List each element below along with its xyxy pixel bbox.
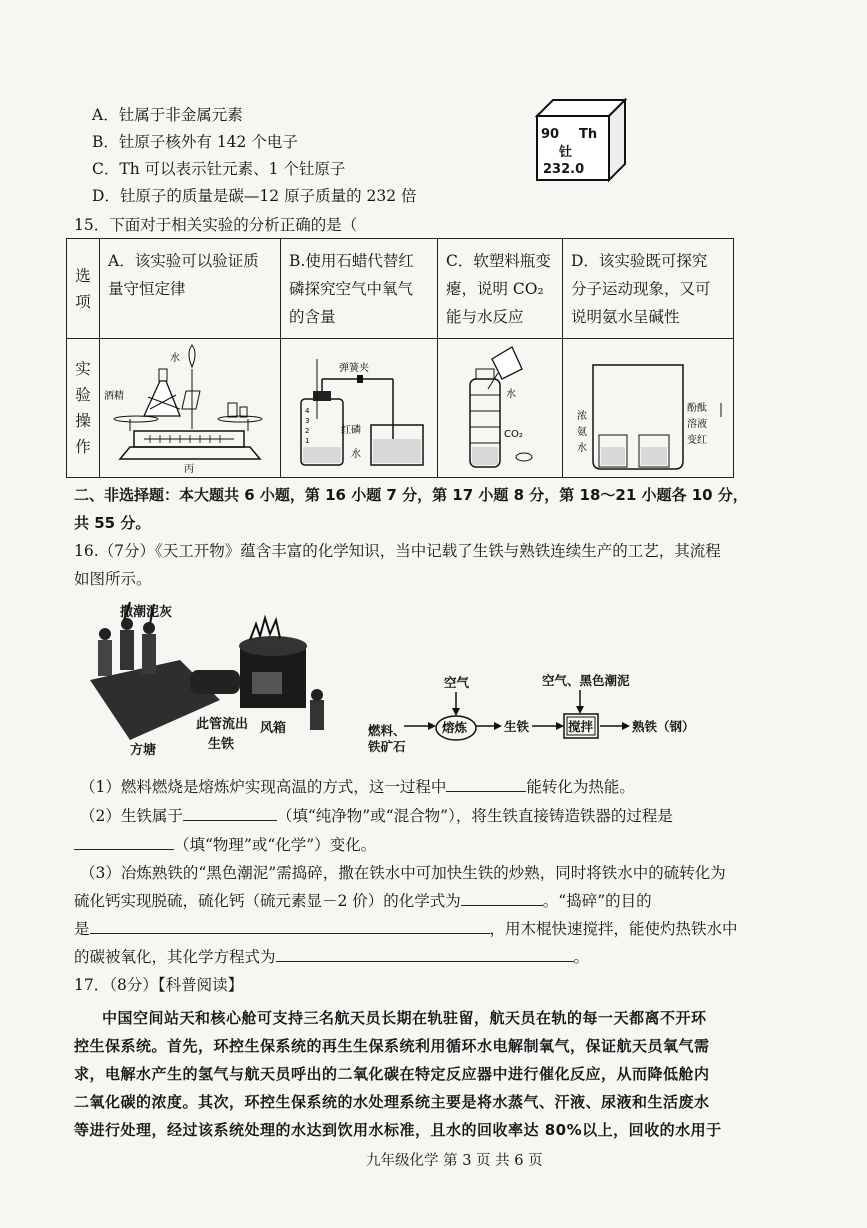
flow-air: 空气: [444, 675, 470, 690]
label-water-c: 水: [506, 389, 516, 400]
label-pig-iron-pic: 生铁: [208, 737, 235, 752]
flow-air-mud: 空气、黑色潮泥: [542, 673, 630, 688]
label-bing: 丙: [184, 464, 194, 475]
label-pipe-out: 此管流出: [196, 717, 249, 732]
label-co2: CO₂: [504, 429, 523, 440]
flow-smelting: 熔炼: [442, 720, 468, 735]
atomic-mass: 232.0: [543, 162, 585, 177]
q14-option-c: C．Th 可以表示钍元素、1 个钍原子: [92, 160, 346, 178]
answer-blank-5[interactable]: [90, 919, 490, 934]
q14-option-b: B．钍原子核外有 142 个电子: [92, 133, 298, 151]
diagram-c-soft-bottle: [438, 339, 563, 478]
q17-paragraph-line2: 控生保系统。首先，环控生保系统的再生生保系统利用循环水电解制氧气，保证航天员氧气需: [74, 1037, 710, 1055]
option-a-text: A．该实验可以验证质 量守恒定律: [100, 239, 281, 339]
diagram-b-oxygen-content: [281, 339, 438, 478]
option-c-text: C．软塑料瓶变 瘪，说明 CO₂ 能与水反应: [438, 239, 563, 339]
element-tile-thorium: [533, 96, 629, 182]
option-d-text: D．该实验既可探究 分子运动现象，又可 说明氨水呈碱性: [563, 239, 734, 339]
element-name: 钍: [559, 145, 573, 160]
flow-input-1: 燃料、: [368, 723, 406, 738]
section2-line2: 共 55 分。: [74, 514, 151, 532]
row-head-options: 选 项: [67, 239, 100, 339]
page-footer: 九年级化学 第 3 页 共 6 页: [366, 1153, 543, 1169]
svg-text:4: 4: [305, 407, 310, 415]
answer-blank-2[interactable]: [183, 806, 277, 821]
label-conc-2: 氨: [577, 427, 587, 438]
q17-paragraph-line1: 中国空间站天和核心舱可支持三名航天员长期在轨驻留，航天员在轨的每一天都离不开环: [102, 1009, 707, 1027]
answer-blank-4[interactable]: [461, 891, 543, 906]
q17-title: 17．（8分）【科普阅读】: [74, 976, 244, 994]
label-alcohol: 酒精: [104, 391, 124, 402]
label-phenol: 酚酞: [687, 403, 707, 414]
label-spring-clip: 弹簧夹: [339, 363, 369, 374]
q16-sub3-line1: （3）冶炼熟铁的“黑色潮泥”需捣碎，撒在铁水中可加快生铁的炒熟，同时将铁水中的硫转化为: [80, 864, 726, 882]
label-square-pond: 方塘: [130, 743, 157, 758]
flow-stirring: 搅拌: [568, 719, 594, 734]
label-solution: 溶液: [687, 419, 707, 430]
q16-sub3-line4: 的碳被氧化，其化学方程式为 。: [74, 948, 590, 966]
label-conc-3: 水: [577, 443, 587, 454]
option-b-text: B.使用石蜡代替红 磷探究空气中氧气 的含量: [281, 239, 438, 339]
svg-text:1: 1: [305, 437, 310, 445]
svg-text:2: 2: [305, 427, 310, 435]
label-bellows: 风箱: [260, 721, 287, 736]
q17-paragraph-line4: 二氧化碳的浓度。其次，环控生保系统的水处理系统主要是将水蒸气、汗液、尿液和生活废水: [74, 1093, 710, 1111]
flow-pig-iron: 生铁: [504, 719, 530, 734]
label-red-phosphorus: 红磷: [341, 425, 361, 436]
answer-blank-6[interactable]: [276, 947, 574, 962]
flow-wrought-iron: 熟铁（钢）: [632, 719, 695, 734]
q14-option-a: A．钍属于非金属元素: [92, 106, 243, 124]
label-water-a: 水: [170, 353, 180, 364]
iron-making-illustration: [90, 600, 352, 760]
diagram-d-ammonia: [563, 339, 734, 478]
label-conc-1: 浓: [577, 411, 587, 422]
q14-option-d: D．钍原子的质量是碳—12 原子质量的 232 倍: [92, 187, 417, 205]
q16-sub2-cont: （填“物理”或“化学”）变化。: [74, 834, 376, 856]
q15-stem: 15．下面对于相关实验的分析正确的是（: [74, 216, 358, 234]
flow-input-2: 铁矿石: [368, 739, 406, 754]
q15-option-table: [66, 238, 734, 478]
q17-paragraph-line3: 求，电解水产生的氢气与航天员呼出的二氧化碳在特定反应器中进行催化反应，从而降低舱内: [74, 1065, 710, 1083]
q16-sub3-line2: 硫化钙实现脱硫，硫化钙（硫元素显－2 价）的化学式为 。“捣碎”的目的: [74, 892, 652, 910]
element-symbol: Th: [579, 127, 598, 142]
q16-sub3-line3: 是 ，用木棍快速搅拌，能使灼热铁水中: [74, 920, 738, 938]
q16-sub1: （1）燃料燃烧是熔炼炉实现高温的方式，这一过程中 能转化为热能。: [80, 778, 635, 796]
label-water-b: 水: [351, 449, 361, 460]
atomic-number: 90: [541, 127, 560, 142]
label-turn-red: 变红: [687, 435, 707, 446]
answer-blank-1[interactable]: [446, 777, 526, 792]
q16-sub2: （2）生铁属于 （填“纯净物”或“混合物”），将生铁直接铸造铁器的过程是: [80, 807, 673, 825]
label-sprinkle-mud: 撒潮泥灰: [120, 605, 173, 620]
q16-intro-1: 16.（7分）《天工开物》蕴含丰富的化学知识，当中记载了生铁与熟铁连续生产的工艺，其流程: [74, 542, 721, 560]
q17-paragraph-line5: 等进行处理，经过该系统处理的水达到饮用水标准，且水的回收率达 80%以上，回收的水用于: [74, 1121, 722, 1139]
q16-intro-2: 如图所示。: [74, 570, 152, 588]
section2-line1: 二、非选择题：本大题共 6 小题，第 16 小题 7 分，第 17 小题 8 分，第 18～21 小题各 10 分，: [74, 486, 748, 504]
svg-text:3: 3: [305, 417, 310, 425]
diagram-a-balance: [100, 339, 281, 478]
process-flowchart: [366, 668, 756, 758]
row-head-operation: 实 验 操 作: [67, 339, 100, 478]
answer-blank-3[interactable]: [74, 835, 174, 850]
